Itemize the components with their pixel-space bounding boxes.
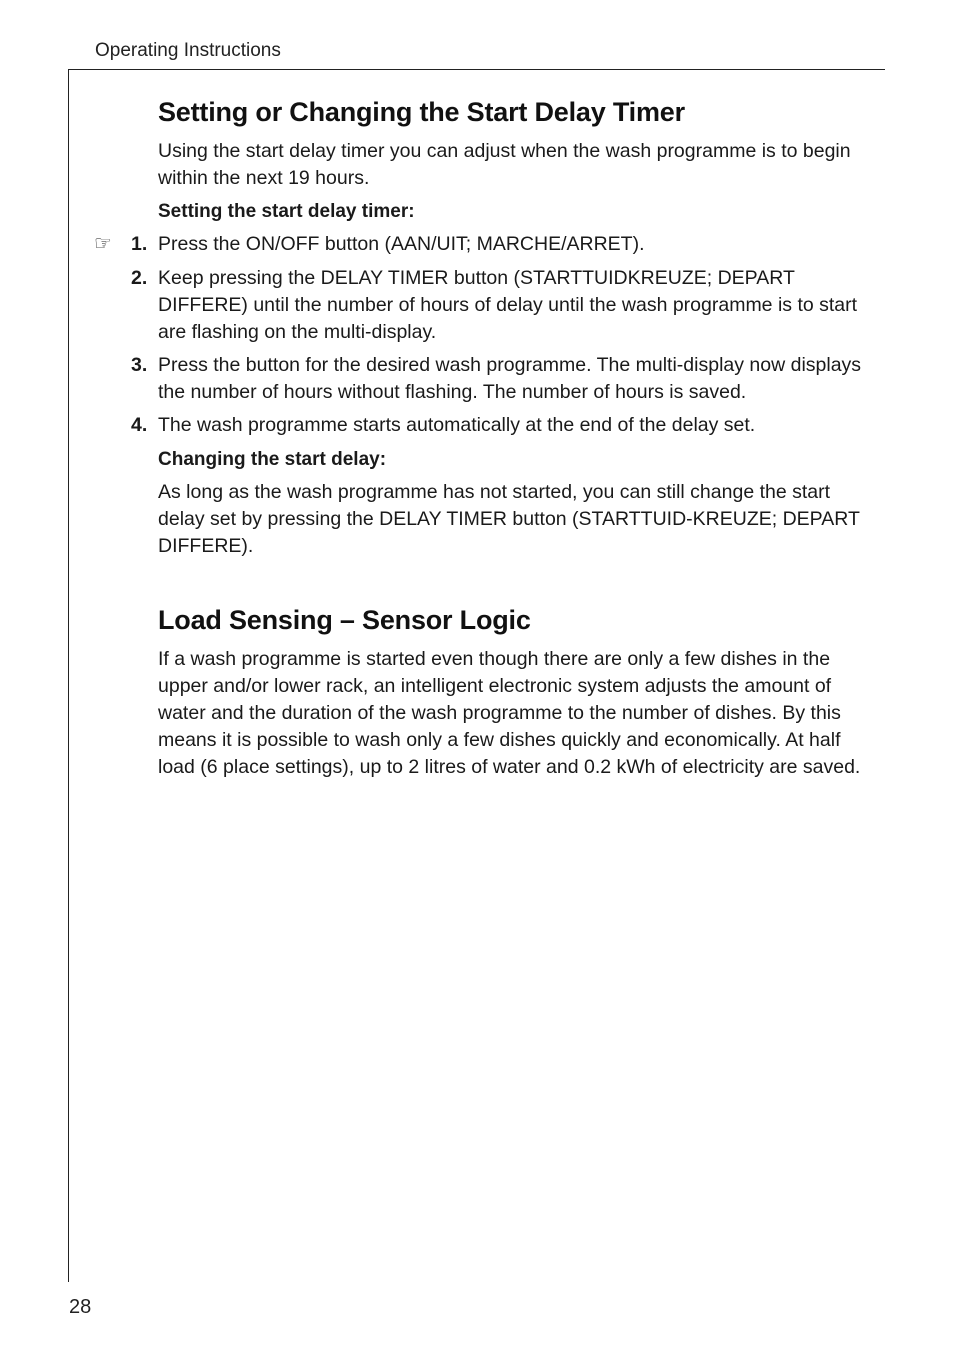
step-text: The wash programme starts automatically at the end of the delay set.	[158, 414, 756, 436]
margin-rule	[68, 69, 69, 1282]
section-title-load-sensing: Load Sensing – Sensor Logic	[158, 605, 531, 635]
step-item	[131, 412, 868, 439]
subheading-setting-timer: Setting the start delay timer:	[158, 201, 415, 222]
page-content	[94, 92, 868, 781]
step-number: 2.	[131, 267, 148, 289]
step-item	[94, 231, 868, 258]
subheading-changing-delay: Changing the start delay:	[158, 449, 387, 470]
step-number: 1.	[131, 233, 148, 255]
running-header: Operating Instructions	[95, 40, 281, 61]
load-sensing-text: If a wash programme is started even though there are only a few dishes in the upper and/or lower rack, an intelligent electronic system adjusts the amount of water and the duration of the wash programme to the number of dishes. By this means it is possible to wash only a few dishes quickly and economically. At half load (6 place settings), up to 2 litres of water and 0.2 kWh of electricity are saved.	[158, 648, 861, 778]
section-title-start-delay: Setting or Changing the Start Delay Timer	[158, 97, 685, 127]
step-number: 4.	[131, 414, 148, 436]
header-rule	[69, 69, 885, 70]
step-text: Press the ON/OFF button (AAN/UIT; MARCHE/ARRET).	[158, 233, 645, 255]
start-delay-intro: Using the start delay timer you can adjust when the wash programme is to begin within the next 19 hours.	[158, 140, 851, 189]
step-number: 3.	[131, 354, 148, 376]
changing-delay-text: As long as the wash programme has not started, you can still change the start delay set by pressing the DELAY TIMER button (STARTTUID-KREUZE; DEPART DIFFERE).	[158, 481, 860, 557]
page-number: 28	[69, 1296, 92, 1318]
step-item	[131, 265, 868, 346]
step-text: Keep pressing the DELAY TIMER button (STARTTUIDKREUZE; DEPART DIFFERE) until the number of hours of delay until the wash programme is to start are flashing on the multi-display.	[158, 267, 858, 343]
setting-steps-list	[94, 231, 868, 439]
hand-pointer-icon: ☞	[94, 233, 112, 255]
step-item	[131, 352, 868, 406]
step-text: Press the button for the desired wash programme. The multi-display now displays the number of hours without flashing. The number of hours is saved.	[158, 354, 862, 403]
